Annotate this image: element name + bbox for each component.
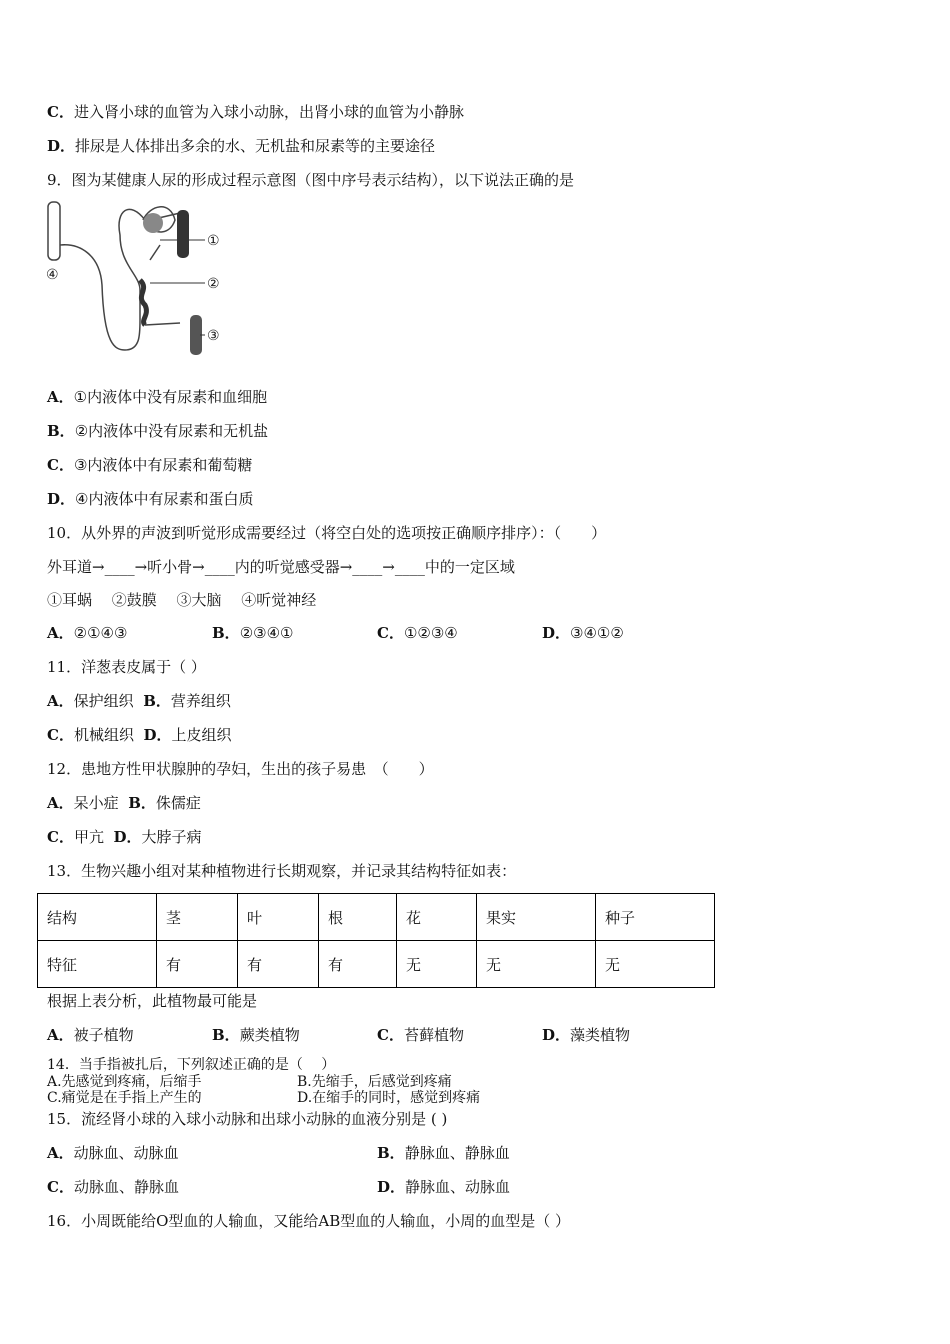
q14-option-b: B.先缩手，后感觉到疼痛: [297, 1074, 452, 1090]
q12-options-ab: A．呆小症 B．侏儒症: [47, 794, 201, 812]
table-cell: 根: [319, 894, 397, 941]
q15-stem: 15．流经肾小球的入球小动脉和出球小动脉的血液分别是 ( ): [47, 1110, 448, 1128]
q9-stem: 9．图为某健康人尿的形成过程示意图（图中序号表示结构），以下说法正确的是: [47, 171, 575, 189]
q11-stem: 11．洋葱表皮属于（ ）: [47, 658, 206, 676]
table-row: [38, 941, 715, 988]
q13-option-b: B．蕨类植物: [212, 1026, 300, 1044]
q15-option-c: C．动脉血、静脉血: [47, 1178, 179, 1196]
q13-stem: 13．生物兴趣小组对某种植物进行长期观察，并记录其结构特征如表：: [47, 862, 517, 880]
table-cell: 无: [397, 941, 477, 988]
table-cell: 种子: [596, 894, 715, 941]
q10-chain: 外耳道→____→听小骨→____内的听觉感受器→____→____中的一定区域: [47, 558, 515, 576]
q8-option-d: D．排尿是人体排出多余的水、无机盐和尿素等的主要途径: [47, 137, 436, 155]
q16-stem: 16．小周既能给O型血的人输血，又能给AB型血的人输血，小周的血型是（ ）: [47, 1212, 571, 1230]
q12-options-cd: C．甲亢 D．大脖子病: [47, 828, 202, 846]
table-cell: 有: [157, 941, 238, 988]
q11-options-ab: A．保护组织 B．营养组织: [47, 692, 231, 710]
q10-items: ①耳蜗 ②鼓膜 ③大脑 ④听觉神经: [47, 591, 317, 609]
table-cell: 结构: [38, 894, 157, 941]
q13-after: 根据上表分析，此植物最可能是: [47, 992, 258, 1010]
q11-options-cd: C．机械组织 D．上皮组织: [47, 726, 232, 744]
label-2: ②: [207, 276, 220, 292]
table-cell: 茎: [157, 894, 238, 941]
q8-option-c: C．进入肾小球的血管为入球小动脉，出肾小球的血管为小静脉: [47, 103, 464, 121]
plant-feature-table: [37, 893, 715, 988]
q9-option-c: C．③内液体中有尿素和葡萄糖: [47, 456, 253, 474]
q14-option-a: A.先感觉到疼痛，后缩手: [47, 1074, 202, 1090]
q12-stem: 12．患地方性甲状腺肿的孕妇，生出的孩子易患 （ ）: [47, 760, 434, 778]
q15-option-a: A．动脉血、动脉血: [47, 1144, 179, 1162]
q13-option-c: C．苔藓植物: [377, 1026, 464, 1044]
q14-option-c: C.痛觉是在手指上产生的: [47, 1090, 202, 1106]
label-3: ③: [207, 328, 220, 344]
q14-stem: 14．当手指被扎后，下列叙述正确的是（ ）: [47, 1057, 336, 1073]
q10-option-a: A．②①④③: [47, 624, 128, 642]
table-cell: 有: [238, 941, 319, 988]
q10-option-c: C．①②③④: [377, 624, 458, 642]
q10-stem: 10．从外界的声波到听觉形成需要经过（将空白处的选项按正确顺序排序）：（ ）: [47, 524, 607, 542]
q9-option-a: A．①内液体中没有尿素和血细胞: [47, 388, 268, 406]
table-header-row: [38, 894, 715, 941]
table-cell: 有: [319, 941, 397, 988]
table-cell: 果实: [477, 894, 596, 941]
q13-option-a: A．被子植物: [47, 1026, 134, 1044]
label-4: ④: [46, 267, 59, 283]
table-cell: 无: [596, 941, 715, 988]
table-cell: 无: [477, 941, 596, 988]
label-1: ①: [207, 233, 220, 249]
q10-option-b: B．②③④①: [212, 624, 294, 642]
table-cell: 花: [397, 894, 477, 941]
q9-option-b: B．②内液体中没有尿素和无机盐: [47, 422, 269, 440]
q14-option-d: D.在缩手的同时，感觉到疼痛: [297, 1090, 481, 1106]
q15-option-d: D．静脉血、动脉血: [377, 1178, 511, 1196]
q10-option-d: D．③④①②: [542, 624, 624, 642]
table-cell: 叶: [238, 894, 319, 941]
q13-option-d: D．藻类植物: [542, 1026, 631, 1044]
q9-option-d: D．④内液体中有尿素和蛋白质: [47, 490, 254, 508]
table-cell: 特征: [38, 941, 157, 988]
nephron-diagram: [40, 195, 240, 360]
q15-option-b: B．静脉血、静脉血: [377, 1144, 510, 1162]
